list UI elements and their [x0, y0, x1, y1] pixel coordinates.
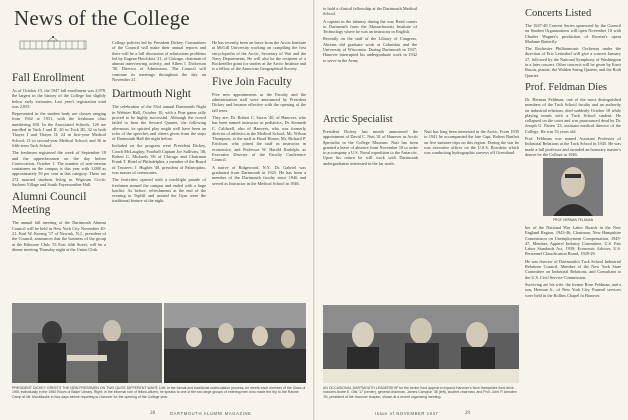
concerts-listed-heading: Concerts Listed [525, 8, 592, 19]
column-3 [525, 6, 621, 156]
article-paragraph: Prof. Feldman was named Assistant Professor of Industrial Relations at the Tuck School in 1945. He was made a full professor and awarded an honorary master's degree by the College in 1946. [525, 136, 621, 156]
article-paragraph: He has recently been on leave from the Arctic Institute at McGill University working on compiling the first encyclopedia of the Arctic, Secretary of War and the Navy Departments. He will also be the recipient of a Rockefeller grant for studies at the Arctic Institute and is a fellow of the American Geographical Society. [212, 40, 306, 72]
article-paragraph: College policies led by President Dickey. Committees of the Council will make their annual reports and there will be a full discussion of admissions problems led by Eugene Hotchkiss '21, of Chicago, chairman of alumni interviewing activity, and Albert I. Dickerson '30, Director of Admissions. The Council will continue its meetings throughout the day on November 21. [112, 40, 206, 83]
article-paragraph: Surviving are his wife, the former Rose Feldman, and a son, Herman Jr., of New York City. Funeral services were held in the Rollins Chapel in Hanover. [525, 281, 621, 298]
five-join-faculty-heading: Five Join Faculty [212, 75, 292, 88]
article-paragraph: They are: Dr. Robert C. Storrs '40, of Hanover, who has been named instructor in pediatrics; Dr. Kenneth C. Caldwell, also of Hanover, who was formerly director of athletics at the Medical School; Mr. Wilson Thompson, to the staff at Hood House; Mr. Richard P. Erickson, who joined the staff as instructor in economics; and Professor W. Harold Rudolph, as Executive Director of the Faculty Conference Council. [212, 114, 306, 163]
article-paragraph: As of October 15, the 1947 fall enrollment was 2,978, the largest in the history of the College but slightly below early estimates. Last year's registration total was 2,855. [12, 88, 106, 109]
book-spine [313, 0, 315, 420]
photo-fund-leaders-image [323, 305, 519, 383]
photo-caption: PRESIDENT DICKEY GREETS THE NEW FRESHMEN ON TWO QUITE DIFFERENT WAYS: Left: in the formal and traditional matriculation process, he meets each member of the Class of 1951 individually in the 1950 Room of Baker Library. Right: In the informal role of fellow-citizen, he speaks to one of the two large groups of entering men who made the trip to the Ravine Camp at Mt. Moosilauke in four days before reporting to Hanover for the opening of the College year. [12, 386, 306, 399]
portrait-caption: PROF. HERMAN FELDMAN [552, 218, 594, 222]
article-paragraph: A native of Ridgewood, N.Y., Dr. Gabriel was graduated from Dartmouth in 1925. He has been a member of the Dartmouth faculty since 1946 and served as Instructor in the Medical School in 1946. [212, 164, 306, 186]
fall-enrollment-heading: Fall Enrollment [12, 72, 85, 84]
article-paragraph: A captain in the infantry during the war, Reed comes to Dartmouth from the Massachusetts Institute of Technology where he was an instructor in English. [323, 18, 417, 35]
article-paragraph: The freshmen registered the week of September 18 and the upperclassmen on the day before Convocation, October 1. The number of non-veteran containees on the campus is this year with 1,088 as approximately 50 per cent in this category. There are 272 married students living in Wigwam Circle, Sachem Village and South Fayerweather Hall. [12, 150, 106, 188]
photo-ravine-camp [164, 303, 306, 383]
article-paragraph: Five new appointments as the Faculty and the administration staff were announced by President Dickey and became effective with the opening of the fall term. [212, 91, 306, 113]
article-paragraph: The Rochester Philharmonic Orchestra under the direction of Eric Leinsdorf will give a concert January 27, followed by the National Symphony of Washington in a later concert. Other concerts will be given by Ernst Bacon, pianist; the Walden String Quartet; and the Roth Quartet. [525, 46, 621, 78]
arctic-specialist-section [323, 112, 519, 308]
page-title: News of the College [14, 6, 190, 30]
page-number: 29 [465, 411, 470, 416]
article-paragraph: Dr. Herman Feldman, one of the most distinguished members of the Tuck School faculty and an authority on industrial relations, died suddenly October 18 while playing tennis with a Tuck School student. He collapsed on the court and was pronounced dead by Dr. Joseph G. Patten '23, assistant medical director of the College. He was 53 years old. [525, 96, 621, 134]
prof-feldman-heading: Prof. Feldman Dies [525, 81, 607, 93]
article-paragraph: ber of the National War Labor Boards in the New England Region, 1943-46; Chairman, New Hampshire Commission on Unemployment Compensation, 1945-47; Member, Apparel Industry Committee, U.S. Fair Labor Standards Act, 1939; Economic Adviser, U.S. Personnel Classification Board, 1928-29. [525, 225, 621, 257]
column-2 [112, 40, 206, 300]
photo-matriculation [12, 303, 162, 383]
article-paragraph: Nutt has long been interested in the Arctic. From 1935 to 1941 he accompanied the late Capt. Robert Bartlett on five summer trips on this region. During the war he was executive officer on the U.S.S. Bowdoin which was conducting hydrographic surveys off Greenland. [424, 129, 519, 156]
article-paragraph: President Dickey last month announced the appointment of David C. Nutt '41 of Hanover as Arctic Specialist in the College Museum. Nutt has been granted a leave of absence from November 10 to order to accompany a U.S. Naval expedition to the Antarctic. Upon his return he will work with Dartmouth undergraduates interested in the far north. [323, 129, 418, 166]
alumni-council-heading: Alumni Council Meeting [12, 191, 87, 217]
arctic-specialist-heading: Arctic Specialist [323, 114, 393, 125]
right-page [314, 0, 628, 420]
page-footer: DARTMOUTH ALUMNI MAGAZINE [170, 411, 252, 416]
article-paragraph: to hold a clinical fellowship at the Dartmouth Medical School. [323, 6, 417, 17]
column-4 [525, 158, 621, 408]
article-paragraph: The festivities opened with a torchlight parade of freshmen around the campus and ended with a huge bonfire. As before, refreshments at the end of the evening in Topliff and around the Gym were the traditional feature of the night. [112, 177, 206, 204]
article-paragraph: Represented in the student body are classes ranging from 1942 to 1951, with the freshman class numbering 650. In the Associated Schools, 126 are enrolled in Tuck I and II, 20 in Tuck III; 32 in both Thayer I and Thayer II; 24 in first-year Medical School; 21 in second-year Medical School; and 36 in fifth-term Tuck School. [12, 111, 106, 148]
page-number: 28 [150, 411, 155, 416]
column-3 [212, 40, 306, 300]
article-paragraph: Recently on the staff of the Library of Congress, Abrams did graduate work at Columbia and the University of Wisconsin. During Dartmouth in 1937, Hanover interrupted his undergraduate work in 1942 to serve in the Army. [323, 36, 417, 63]
dartmouth-night-heading: Dartmouth Night [112, 88, 191, 101]
article-paragraph: The 1947-48 Concert Series sponsored by the Council on Student Organizations will open November 10 with Charles Wagner's production of Rossini's opera Madame Butterfly. [525, 23, 621, 44]
photo-ravine-camp-image [164, 303, 306, 383]
article-paragraph: The annual fall meeting of the Dartmouth Alumni Council will be held in New York City November 20-21. Karl W. Koenig '17 of Newark, N.J., president of the Council, announces that the business of the group at the Biltmore Club, 53 East 44th Street, will be a dinner meeting Thursday night at the Union Club. [12, 220, 106, 252]
column-1 [12, 70, 106, 300]
portrait-photo-feldman [543, 158, 603, 216]
photo-matriculation-image [12, 303, 162, 383]
article-paragraph: The celebration of the 53rd annual Dartmouth Night in Webster Hall, October 10, with a Pine game rally proved to be highly successful. Although the crowd failed to hear the Seward Quartet, the following afternoon, its spirited play might well have been an echo of the speeches and cheers given from the steps of Dartmouth Hall the night before. [112, 104, 206, 142]
portrait-image [543, 158, 603, 216]
campus-drawing-illustration [18, 36, 88, 50]
photo-caption: AN OCCASIONAL DARTMOUTH LEADERSHIP for the senior fund appeal to expand Hanover's New Hampshire fund drive includes Andre E. Otis '17 (center), general chairman, James Campion '38 (left), student chairman, and Prof. John P. Amsden '30, president of the Hanover chapter, shown at a recent organizing meeting. [323, 386, 517, 399]
article-paragraph: He was director of Dartmouth's Tuck School Industrial Relations Council, Member of the New York State Committee on Industrial Relations, and Consultant to the U.S. Civil Service Commission. [525, 258, 621, 280]
photo-fund-leaders [323, 305, 519, 383]
page-footer: Issue of NOVEMBER 1947 [375, 411, 439, 416]
article-paragraph: Included on the program were President Dickey, Coach McLaughry, Football Captain Joe Sullivan, '48, Robert C. Michaels '06 of Chicago and Chairman Frank T. Hotel of Philadelphia, a member of the Board of Trustees; J. Hughes '48, president of Palaeopitus, was master of ceremonies. [112, 143, 206, 175]
